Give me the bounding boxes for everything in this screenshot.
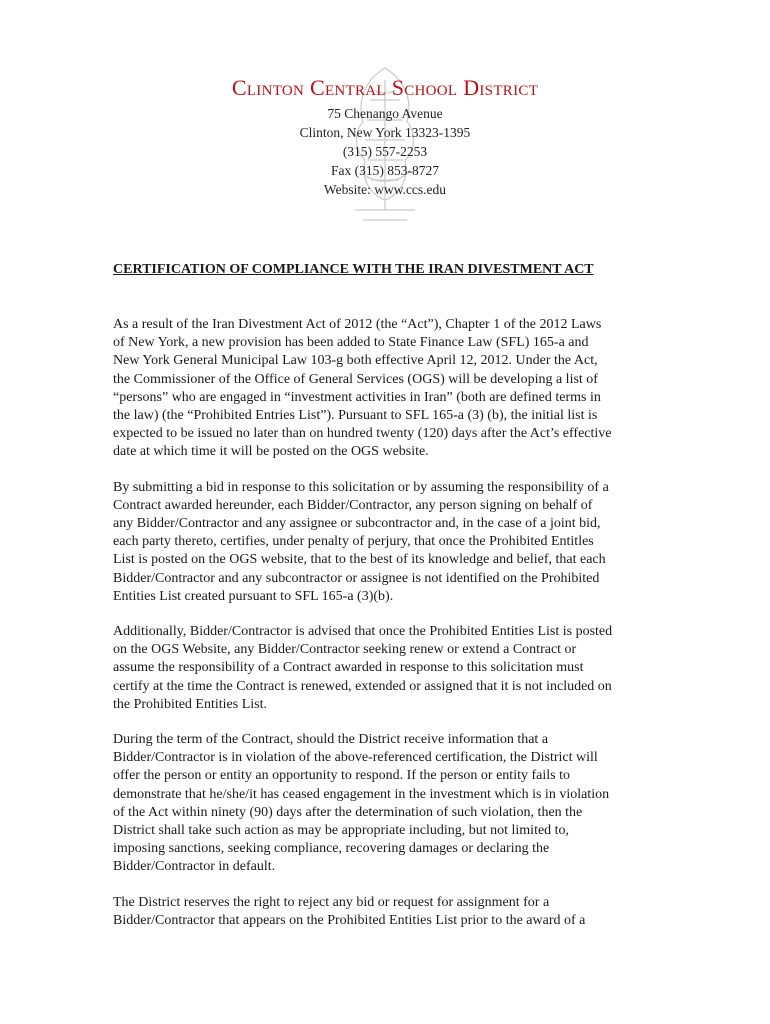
paragraph-line: offer the person or entity an opportunity to respond. If the person or entity fails to bbox=[113, 768, 570, 784]
paragraph-line: Bidder/Contractor and any subcontractor or assignee is not identified on the Prohibited bbox=[113, 570, 600, 586]
paragraph-line: demonstrate that he/she/it has ceased engagement in the investment which is in violation bbox=[113, 786, 610, 802]
body-paragraph bbox=[113, 894, 658, 930]
paragraph-line: expected to be issued no later than on hundred twenty (120) days after the Act’s effective bbox=[113, 426, 612, 442]
paragraph-line: assume the responsibility of a Contract awarded in response to this solicitation must bbox=[113, 660, 584, 676]
body-paragraph bbox=[113, 731, 658, 877]
body-paragraph bbox=[113, 316, 658, 462]
street-address: 75 Chenango Avenue bbox=[327, 106, 443, 121]
paragraph-line: certify at the time the Contract is renewed, extended or assigned that it is not included on bbox=[113, 678, 612, 694]
document-body bbox=[113, 316, 658, 947]
paragraph-line: Bidder/Contractor is in violation of the above-referenced certification, the District will bbox=[113, 750, 598, 766]
paragraph-line: the law) (the “Prohibited Entries List”). Pursuant to SFL 165-a (3) (b), the initial list is bbox=[113, 408, 598, 424]
address-block bbox=[0, 104, 770, 199]
paragraph-line: of New York, a new provision has been added to State Finance Law (SFL) 165-a and bbox=[113, 335, 589, 351]
phone-number: (315) 557-2253 bbox=[342, 144, 428, 159]
paragraph-line: District shall take such action as may be appropriate including, but not limited to, bbox=[113, 823, 570, 839]
paragraph-line: As a result of the Iran Divestment Act of 2012 (the “Act”), Chapter 1 of the 2012 Laws bbox=[113, 317, 602, 332]
paragraph-line: any Bidder/Contractor and any assignee or subcontractor and, in the case of a joint bid, bbox=[113, 516, 601, 532]
paragraph-line: Additionally, Bidder/Contractor is advised that once the Prohibited Entities List is posted bbox=[113, 624, 613, 640]
paragraph-line: Bidder/Contractor that appears on the Prohibited Entities List prior to the award of a bbox=[113, 912, 586, 928]
paragraph-line: of the Act within ninety (90) days after the determination of such violation, then the bbox=[113, 804, 583, 820]
paragraph-line: “persons” who are engaged in “investment activities in Iran” (both are defined terms in bbox=[113, 389, 601, 405]
paragraph-line: The District reserves the right to reject any bid or request for assignment for a bbox=[113, 894, 550, 910]
body-paragraph bbox=[113, 623, 658, 714]
paragraph-line: By submitting a bid in response to this solicitation or by assuming the responsibility of a bbox=[113, 479, 609, 495]
paragraph-line: List is posted on the OGS website, that to the best of its knowledge and belief, that each bbox=[113, 552, 606, 568]
paragraph-line: the Commissioner of the Office of General Services (OGS) will be developing a list of bbox=[113, 371, 598, 387]
district-name: Clinton Central School District bbox=[231, 75, 539, 100]
fax-number: Fax (315) 853-8727 bbox=[331, 163, 439, 178]
document-title: CERTIFICATION OF COMPLIANCE WITH THE IRAN DIVESTMENT ACT bbox=[113, 262, 594, 277]
website: Website: www.ccs.edu bbox=[323, 182, 447, 197]
city-state-zip: Clinton, New York 13323-1395 bbox=[299, 125, 471, 140]
paragraph-line: Entities List created pursuant to SFL 165-a (3)(b). bbox=[113, 588, 394, 604]
paragraph-line: imposing sanctions, seeking compliance, recovering damages or declaring the bbox=[113, 841, 550, 857]
paragraph-line: During the term of the Contract, should the District receive information that a bbox=[113, 732, 549, 748]
letterhead bbox=[0, 74, 770, 199]
paragraph-line: on the OGS Website, any Bidder/Contractor seeking renew or extend a Contract or bbox=[113, 642, 577, 658]
body-paragraph bbox=[113, 479, 658, 606]
paragraph-line: date at which time it will be posted on the OGS website. bbox=[113, 444, 429, 460]
paragraph-line: Bidder/Contractor in default. bbox=[113, 859, 276, 875]
paragraph-line: New York General Municipal Law 103-g both effective April 12, 2012. Under the Act, bbox=[113, 353, 598, 369]
paragraph-line: each party thereto, certifies, under penalty of perjury, that once the Prohibited Entitles bbox=[113, 534, 594, 550]
paragraph-line: Contract awarded hereunder, each Bidder/Contractor, any person signing on behalf of bbox=[113, 497, 593, 513]
paragraph-line: the Prohibited Entities List. bbox=[113, 696, 267, 712]
